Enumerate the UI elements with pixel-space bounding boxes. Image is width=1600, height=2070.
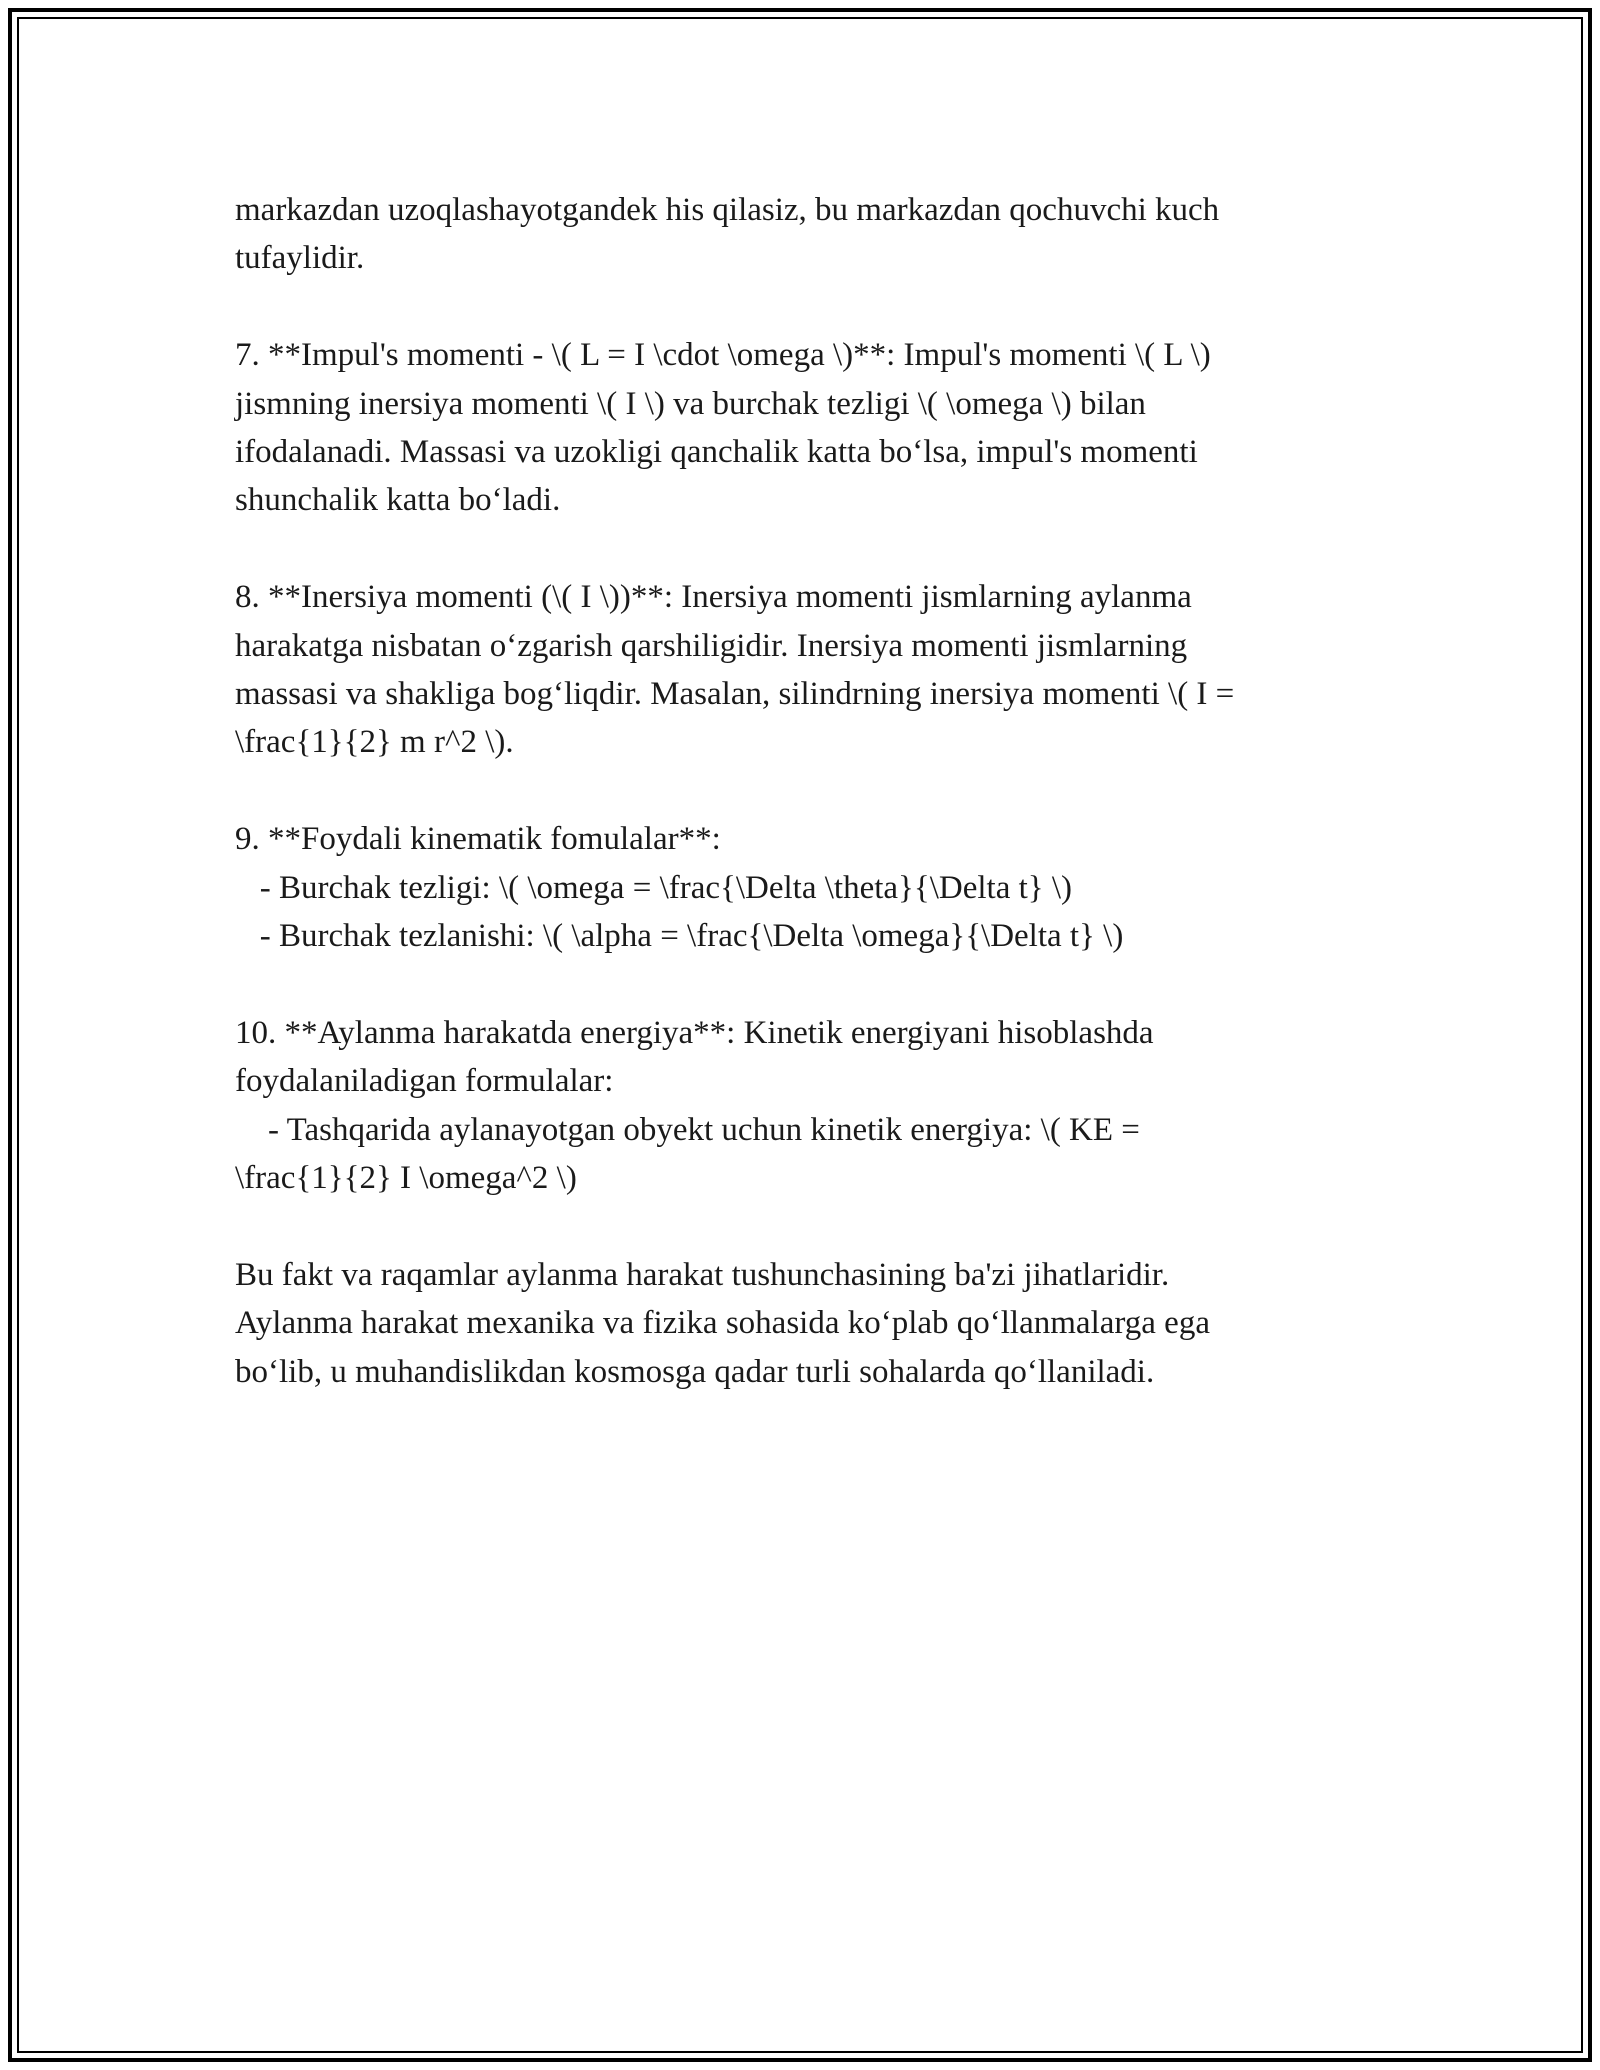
paragraph-item-7-angular-momentum: 7. **Impul's momenti - \( L = I \cdot \omega \)**: Impul's momenti \( L \) jismning inersiya momenti \( I \) va burchak tezligi \( \omega \) bilan ifodalanadi. Massasi va uzokligi qanchalik katta bo‘lsa, impul's momenti shunchalik katta bo‘ladi.	[235, 337, 1211, 519]
paragraph-conclusion: Bu fakt va raqamlar aylanma harakat tushunchasining ba'zi jihatlaridir. Aylanma harakat mexanika va fizika sohasida ko‘plab qo‘llanmalarga ega bo‘lib, u muhandislikdan kosmosga qadar turli sohalarda qo‘llaniladi.	[235, 1256, 1210, 1390]
document-body	[235, 186, 1375, 1444]
paragraph-item-9-kinematic-formulas: 9. **Foydali kinematik fomulalar**: - Burchak tezligi: \( \omega = \frac{\Delta \theta}{\Delta t} \) - Burchak tezlanishi: \( \alpha = \frac{\Delta \omega}{\Delta t} \)	[235, 821, 1124, 955]
paragraph-item-10-rotational-energy: 10. **Aylanma harakatda energiya**: Kinetik energiyani hisoblashda foydalaniladigan formulalar: - Tashqarida aylanayotgan obyekt uchun kinetik energiya: \( KE = \frac{1}{2} I \omega^2 \)	[235, 1014, 1154, 1197]
paragraph-item-8-moment-of-inertia: 8. **Inersiya momenti (\( I \))**: Inersiya momenti jismlarning aylanma harakatga nisbatan o‘zgarish qarshiligidir. Inersiya momenti jismlarning massasi va shakliga bog‘liqdir. Masalan, silindrning inersiya momenti \( I = \frac{1}{2} m r^2 \).	[235, 579, 1235, 761]
paragraph-continuation: markazdan uzoqlashayotgandek his qilasiz, bu markazdan qochuvchi kuch tufaylidir.	[235, 192, 1220, 277]
